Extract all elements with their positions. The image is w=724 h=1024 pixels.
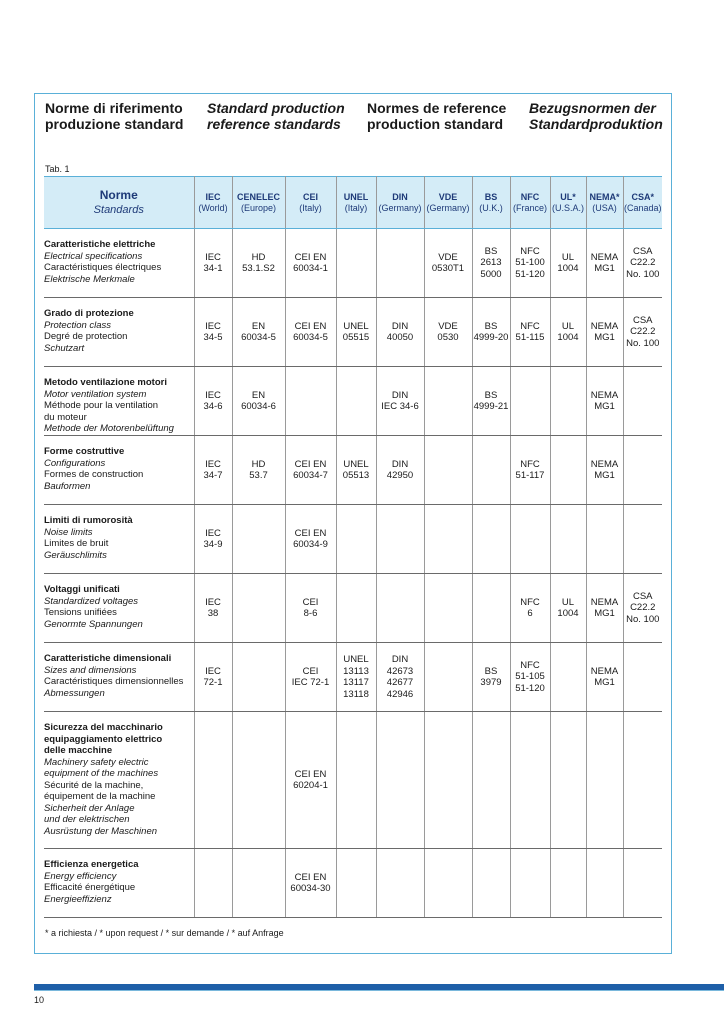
standard-code-line: CSA: [632, 314, 653, 326]
standard-cell: [376, 574, 424, 643]
category-name-translation: Energy efficiency: [44, 870, 117, 882]
standard-cell: [232, 367, 285, 436]
standard-code-line: 51-117: [515, 470, 545, 481]
standard-code-line: 05513: [342, 470, 370, 481]
standard-cell: [285, 643, 336, 712]
standard-code-line: 60034-6: [241, 401, 276, 412]
row-category: [44, 298, 194, 367]
standards-table: [44, 176, 662, 918]
standard-code-line: 53.7: [249, 470, 268, 481]
footer-bar-shadow: [34, 990, 724, 991]
standard-code-line: 8-6: [303, 608, 318, 619]
standard-code-line: CSA: [632, 245, 653, 257]
category-name-italian: Grado di protezione: [44, 308, 134, 319]
standard-code-line: C22.2: [630, 326, 656, 338]
standard-code-line: CEI EN: [294, 768, 327, 780]
standard-code-line: UNEL: [343, 320, 369, 332]
standard-cell: [285, 367, 336, 436]
standard-code-line: 1004: [557, 263, 579, 274]
standard-code-line: BS: [484, 320, 498, 332]
standard-cell: [194, 849, 232, 918]
standard-cell: [510, 849, 550, 918]
standard-cell: [586, 436, 623, 505]
standard-cell: [586, 298, 623, 367]
category-name-translation: equipment of the machines: [44, 768, 159, 779]
standard-cell: [424, 574, 472, 643]
standard-cell: [194, 436, 232, 505]
category-name-italian: Caratteristiche dimensionali: [44, 653, 172, 664]
category-name-translation: und der elektrischen: [44, 814, 130, 825]
category-name-translation: Standardized voltages: [44, 595, 139, 607]
standard-cell: [510, 574, 550, 643]
standard-cell: [194, 229, 232, 298]
standard-cell: [586, 574, 623, 643]
category-name-translation: Motor ventilation system: [44, 388, 147, 400]
header-col-iec: IEC (World): [194, 177, 232, 229]
standard-cell: [285, 712, 336, 849]
standard-code-line: 60034-7: [293, 470, 328, 481]
category-name-translation: Noise limits: [44, 526, 93, 538]
standard-cell: [336, 505, 376, 574]
standard-code-line: IEC: [205, 251, 221, 263]
standard-cell: [232, 849, 285, 918]
standard-code-line: UNEL: [343, 458, 369, 470]
category-name-italian: Sicurezza del macchinario: [44, 722, 163, 733]
category-name-translation: Caractéristiques électriques: [44, 262, 162, 273]
standard-code-line: 53.1.S2: [242, 263, 275, 274]
standard-code-line: NFC: [520, 245, 540, 257]
category-name-italian: delle macchine: [44, 745, 113, 756]
standard-cell: [623, 229, 662, 298]
standard-code-line: NFC: [520, 458, 540, 470]
standard-code-line: CEI EN: [294, 458, 327, 470]
standard-code-line: 51-100: [515, 257, 545, 269]
category-name-translation: Méthode pour la ventilation: [44, 400, 159, 411]
standard-code-line: NFC: [520, 596, 540, 608]
standard-cell: [232, 574, 285, 643]
standard-cell: [550, 574, 586, 643]
standard-cell: [510, 229, 550, 298]
heading-italian: Norme di riferimento produzione standard: [45, 100, 184, 132]
standard-cell: [336, 229, 376, 298]
standard-code-line: 34-7: [203, 470, 223, 481]
table-row: [44, 298, 662, 367]
standard-cell: [586, 849, 623, 918]
row-category: [44, 367, 194, 436]
category-name-italian: Limiti di rumorosità: [44, 515, 133, 526]
standard-code-line: 1004: [557, 608, 579, 619]
standard-code-line: 3979: [480, 677, 502, 688]
header-col-ul: UL* (U.S.A.): [550, 177, 586, 229]
standard-code-line: 0530: [437, 332, 459, 343]
row-category: [44, 436, 194, 505]
category-name-translation: Methode der Motorenbelüftung: [44, 423, 174, 434]
standard-cell: [510, 367, 550, 436]
standard-cell: [472, 849, 510, 918]
standard-code-line: 60204-1: [293, 780, 328, 791]
row-category: [44, 229, 194, 298]
standard-code-line: MG1: [594, 677, 615, 688]
standard-code-line: DIN: [391, 320, 409, 332]
category-name-translation: Electrical specifications: [44, 250, 143, 262]
standard-code-line: IEC: [205, 596, 221, 608]
standard-code-line: 60034-1: [293, 263, 328, 274]
standard-code-line: 34-1: [203, 263, 223, 274]
standard-code-line: BS: [484, 389, 498, 401]
table-row: [44, 229, 662, 298]
standard-cell: [424, 436, 472, 505]
standard-cell: [194, 298, 232, 367]
standard-code-line: MG1: [594, 263, 615, 274]
standard-cell: [376, 643, 424, 712]
category-name-italian: Voltaggi unificati: [44, 584, 120, 595]
standard-code-line: UL: [561, 251, 575, 263]
standard-code-line: 4999-21: [473, 401, 509, 412]
header-col-nfc: NFC (France): [510, 177, 550, 229]
standard-code-line: CEI: [302, 596, 319, 608]
standard-code-line: CEI EN: [294, 871, 327, 883]
standard-cell: [550, 229, 586, 298]
category-name-italian: equipaggiamento elettrico: [44, 733, 163, 745]
standard-code-line: 34-9: [203, 539, 223, 550]
category-name-translation: Machinery safety electric: [44, 756, 149, 768]
standard-code-line: 13113: [343, 665, 369, 677]
row-category: [44, 574, 194, 643]
standard-cell: [424, 505, 472, 574]
standard-cell: [472, 712, 510, 849]
standard-code-line: IEC 72-1: [291, 677, 330, 688]
standard-code-line: 51-115: [515, 332, 545, 343]
category-name-translation: Sicherheit der Anlage: [44, 802, 135, 814]
standard-cell: [285, 849, 336, 918]
standard-code-line: BS: [484, 245, 498, 257]
category-name-italian: Forme costruttive: [44, 446, 125, 457]
category-name-translation: Genormte Spannungen: [44, 618, 143, 630]
standard-code-line: 38: [207, 608, 219, 619]
standard-code-line: MG1: [594, 401, 615, 412]
standard-cell: [550, 643, 586, 712]
category-name-translation: Geräuschlimits: [44, 549, 107, 561]
standard-cell: [336, 436, 376, 505]
standard-cell: [336, 849, 376, 918]
category-name-translation: Energieeffizienz: [44, 893, 112, 905]
standard-cell: [424, 849, 472, 918]
standard-cell: [424, 367, 472, 436]
table-row: [44, 367, 662, 436]
category-name-italian: Metodo ventilazione motori: [44, 377, 167, 388]
standard-code-line: IEC: [205, 389, 221, 401]
standard-cell: [376, 298, 424, 367]
standard-code-line: 34-6: [203, 401, 223, 412]
category-name-translation: Schutzart: [44, 342, 85, 354]
header-col-cei: CEI (Italy): [285, 177, 336, 229]
table-row: [44, 849, 662, 918]
standard-code-line: 42950: [386, 470, 414, 481]
standard-code-line: 60034-9: [293, 539, 328, 550]
row-category: [44, 849, 194, 918]
standard-code-line: CEI EN: [294, 320, 327, 332]
standard-cell: [623, 505, 662, 574]
standard-code-line: C22.2: [630, 257, 656, 269]
standard-code-line: 42673: [386, 665, 414, 677]
header-col-vde: VDE (Germany): [424, 177, 472, 229]
standard-cell: [194, 643, 232, 712]
standard-cell: [336, 643, 376, 712]
standard-code-line: 4999-20: [473, 332, 509, 343]
standard-code-line: CEI EN: [294, 251, 327, 263]
category-name-translation: Sécurité de la machine,: [44, 779, 144, 791]
table-label: Tab. 1: [45, 164, 70, 174]
standard-cell: [336, 712, 376, 849]
category-name-translation: Degré de protection: [44, 331, 128, 342]
table-row: [44, 574, 662, 643]
header-col-bs: BS (U.K.): [472, 177, 510, 229]
standard-cell: [376, 712, 424, 849]
standard-code-line: 51-120: [515, 682, 545, 694]
standard-cell: [232, 229, 285, 298]
standard-code-line: CEI: [302, 665, 319, 677]
category-name-translation: équipement de la machine: [44, 791, 156, 802]
standard-cell: [376, 849, 424, 918]
standard-cell: [232, 643, 285, 712]
standard-cell: [285, 574, 336, 643]
standard-cell: [623, 849, 662, 918]
standard-cell: [472, 505, 510, 574]
standard-cell: [550, 436, 586, 505]
standard-cell: [510, 712, 550, 849]
standard-code-line: 2613: [480, 257, 502, 269]
standard-code-line: NEMA: [590, 389, 619, 401]
standard-cell: [285, 436, 336, 505]
category-name-translation: Caractéristiques dimensionnelles: [44, 676, 184, 687]
standard-code-line: No. 100: [626, 613, 660, 625]
standard-cell: [424, 298, 472, 367]
category-name-translation: Bauformen: [44, 480, 91, 492]
standard-cell: [472, 229, 510, 298]
standard-cell: [586, 229, 623, 298]
header-col-din: DIN (Germany): [376, 177, 424, 229]
standard-code-line: NFC: [520, 659, 540, 671]
standard-cell: [232, 505, 285, 574]
standard-cell: [623, 643, 662, 712]
standard-code-line: IEC 34-6: [381, 401, 419, 412]
standard-code-line: 60034-5: [293, 332, 328, 343]
standard-cell: [550, 849, 586, 918]
standard-cell: [623, 712, 662, 849]
standard-cell: [623, 574, 662, 643]
standard-code-line: 6: [527, 608, 533, 619]
standard-cell: [586, 367, 623, 436]
standard-cell: [285, 229, 336, 298]
header-norme: Norme Standards: [44, 177, 194, 229]
standard-code-line: 13117: [343, 677, 369, 688]
header-col-unel: UNEL (Italy): [336, 177, 376, 229]
standard-code-line: NEMA: [590, 320, 619, 332]
table-body: [44, 229, 662, 918]
heading-english: Standard production reference standards: [207, 100, 345, 132]
category-name-italian: Caratteristiche elettriche: [44, 239, 156, 250]
standard-cell: [194, 367, 232, 436]
category-name-translation: Formes de construction: [44, 469, 144, 480]
category-name-translation: Abmessungen: [44, 687, 105, 699]
table-row: [44, 436, 662, 505]
standard-code-line: NEMA: [590, 458, 619, 470]
standard-cell: [550, 298, 586, 367]
standard-cell: [472, 298, 510, 367]
standard-cell: [550, 367, 586, 436]
standard-code-line: IEC: [205, 527, 221, 539]
standard-cell: [424, 643, 472, 712]
standard-code-line: NEMA: [590, 596, 619, 608]
standard-code-line: NEMA: [590, 665, 619, 677]
standard-code-line: UL: [561, 320, 575, 332]
standard-code-line: 42946: [386, 688, 414, 700]
standard-code-line: 72-1: [203, 677, 223, 688]
standard-code-line: 34-5: [203, 332, 223, 343]
standard-code-line: 51-120: [515, 268, 545, 280]
category-name-translation: Elektrische Merkmale: [44, 273, 135, 285]
category-name-translation: Efficacité énergétique: [44, 882, 136, 893]
standard-code-line: IEC: [205, 458, 221, 470]
table-header-row: [44, 177, 662, 229]
category-name-translation: Protection class: [44, 319, 112, 331]
standard-cell: [285, 298, 336, 367]
standard-cell: [510, 298, 550, 367]
standard-cell: [550, 505, 586, 574]
table-row: [44, 712, 662, 849]
standard-cell: [472, 436, 510, 505]
standard-code-line: 13118: [343, 688, 369, 700]
header-col-nema: NEMA* (USA): [586, 177, 623, 229]
row-category: [44, 712, 194, 849]
standard-cell: [232, 298, 285, 367]
standard-cell: [376, 367, 424, 436]
standard-code-line: MG1: [594, 332, 615, 343]
standard-cell: [510, 643, 550, 712]
category-name-translation: Configurations: [44, 457, 106, 469]
standard-code-line: MG1: [594, 470, 615, 481]
standard-code-line: 40050: [386, 332, 414, 343]
standard-code-line: CSA: [632, 590, 653, 602]
standard-cell: [376, 229, 424, 298]
standard-code-line: BS: [484, 665, 498, 677]
standard-cell: [472, 367, 510, 436]
standard-code-line: NEMA: [590, 251, 619, 263]
standard-cell: [623, 436, 662, 505]
category-name-translation: Limites de bruit: [44, 538, 109, 549]
standard-code-line: IEC: [205, 665, 221, 677]
standard-cell: [194, 505, 232, 574]
category-name-translation: du moteur: [44, 411, 87, 423]
table-row: [44, 643, 662, 712]
standard-cell: [424, 229, 472, 298]
standard-cell: [424, 712, 472, 849]
standard-code-line: MG1: [594, 608, 615, 619]
standard-code-line: HD: [251, 251, 266, 263]
standard-cell: [232, 436, 285, 505]
standard-cell: [623, 298, 662, 367]
standard-code-line: 60034-5: [241, 332, 276, 343]
row-category: [44, 643, 194, 712]
standard-code-line: No. 100: [626, 268, 660, 280]
standard-cell: [194, 574, 232, 643]
standard-code-line: 05515: [342, 332, 370, 343]
header-col-cenelec: CENELEC (Europe): [232, 177, 285, 229]
standard-code-line: No. 100: [626, 337, 660, 349]
standard-cell: [336, 298, 376, 367]
standard-code-line: DIN: [391, 458, 409, 470]
category-name-translation: Tensions unifiées: [44, 607, 117, 618]
standard-code-line: DIN: [391, 654, 409, 665]
heading-german: Bezugsnormen der Standardproduktion: [529, 100, 663, 132]
standard-cell: [586, 505, 623, 574]
standard-code-line: IEC: [205, 320, 221, 332]
standard-cell: [550, 712, 586, 849]
standard-code-line: DIN: [391, 389, 409, 401]
row-category: [44, 505, 194, 574]
standard-cell: [194, 712, 232, 849]
category-name-translation: Ausrüstung der Maschinen: [44, 825, 158, 837]
standard-cell: [510, 505, 550, 574]
standard-cell: [336, 367, 376, 436]
header-col-csa: CSA* (Canada): [623, 177, 662, 229]
footnote: * a richiesta / * upon request / * sur demande / * auf Anfrage: [45, 928, 284, 938]
standard-cell: [586, 643, 623, 712]
standard-cell: [376, 505, 424, 574]
standard-cell: [376, 436, 424, 505]
standard-cell: [510, 436, 550, 505]
standard-code-line: 51-105: [515, 671, 545, 683]
standard-code-line: EN: [251, 320, 266, 332]
standard-cell: [285, 505, 336, 574]
standard-cell: [472, 574, 510, 643]
standard-cell: [336, 574, 376, 643]
category-name-translation: Sizes and dimensions: [44, 664, 137, 676]
standard-code-line: CEI EN: [294, 527, 327, 539]
standard-cell: [232, 712, 285, 849]
standard-code-line: HD: [251, 458, 266, 470]
category-name-italian: Efficienza energetica: [44, 859, 139, 870]
standard-code-line: VDE: [438, 320, 458, 332]
table-row: [44, 505, 662, 574]
standard-code-line: UNEL: [343, 654, 369, 665]
standard-code-line: 42677: [386, 677, 414, 688]
standard-cell: [623, 367, 662, 436]
standard-code-line: 1004: [557, 332, 579, 343]
section-headings: [45, 100, 665, 140]
standard-code-line: UL: [561, 596, 575, 608]
standard-code-line: 5000: [480, 268, 502, 280]
standard-code-line: 0530T1: [431, 263, 465, 274]
standard-code-line: C22.2: [630, 602, 656, 614]
page-number: 10: [34, 995, 45, 1005]
standard-code-line: VDE: [438, 251, 458, 263]
standard-code-line: NFC: [520, 320, 540, 332]
standard-cell: [586, 712, 623, 849]
heading-french: Normes de reference production standard: [367, 100, 507, 132]
standard-code-line: 60034-30: [290, 883, 331, 894]
standard-code-line: EN: [251, 389, 266, 401]
standard-cell: [472, 643, 510, 712]
